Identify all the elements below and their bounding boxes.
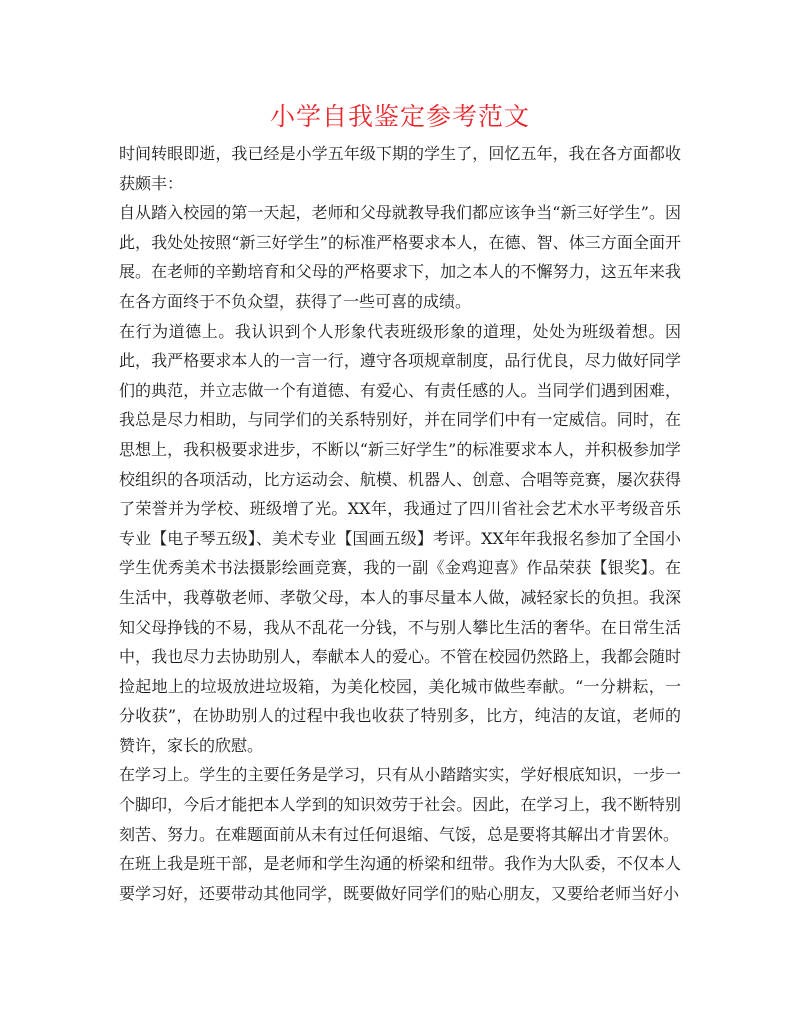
paragraph: 在学习上。学生的主要任务是学习，只有从小踏踏实实，学好根底知识，一步一个脚印，今后才能把本人学到的知识效劳于社会。因此，在学习上，我不断特别刻苦、努力。在难题面前从未有过任何退缩、气馁，总是要将其解出才肯罢休。 xyxy=(119,765,681,844)
document-title: 小学自我鉴定参考范文 xyxy=(269,102,530,131)
paragraph: 时间转眼即逝，我已经是小学五年级下期的学生了，回忆五年，我在各方面都收获颇丰： xyxy=(119,144,681,193)
paragraph: 在行为道德上。我认识到个人形象代表班级形象的道理，处处为班级着想。因此，我严格要求本人的一言一行，遵守各项规章制度，品行优良，尽力做好同学们的典范，并立志做一个有道德、有爱心、有责任感的人。当同学们遇到困难，我总是尽力相助，与同学们的关系特别好，并在同学们中有一定威信。同时，在思想上，我积极要求进步，不断以“新三好学生”的标准要求本人，并积极参加学校组织的各项活动，比方运动会、航模、机器人、创意、合唱等竞赛，屡次获得了荣誉并为学校、班级增了光。XX年，我通过了四川省社会艺术水平考级音乐专业【电子琴五级】、美术专业【国画五级】考评。XX年年我报名参加了全国小学生优秀美术书法摄影绘画竞赛，我的一副《金鸡迎喜》作品荣获【银奖】。在生活中，我尊敬老师、孝敬父母，本人的事尽量本人做，减轻家长的负担。我深知父母挣钱的不易，我从不乱花一分钱，不与别人攀比生活的奢华。在日常生活中，我也尽力去协助别人，奉献本人的爱心。不管在校园仍然路上，我都会随时捡起地上的垃圾放进垃圾箱，为美化校园，美化城市做些奉献。“一分耕耘，一分收获”，在协助别人的过程中我也收获了特别多，比方，纯洁的友谊，老师的赞许，家长的欣慰。 xyxy=(119,321,681,755)
document-body xyxy=(119,139,681,908)
paragraph: 自从踏入校园的第一天起，老师和父母就教导我们都应该争当“新三好学生”。因此，我处处按照“新三好学生”的标准严格要求本人，在德、智、体三方面全面开展。在老师的辛勤培育和父母的严格要求下，加之本人的不懈努力，这五年来我在各方面终于不负众望，获得了一些可喜的成绩。 xyxy=(119,203,681,311)
paragraph: 在班上我是班干部，是老师和学生沟通的桥梁和纽带。我作为大队委，不仅本人要学习好，还要带动其他同学，既要做好同学们的贴心朋友，又要给老师当好小 xyxy=(119,854,681,903)
